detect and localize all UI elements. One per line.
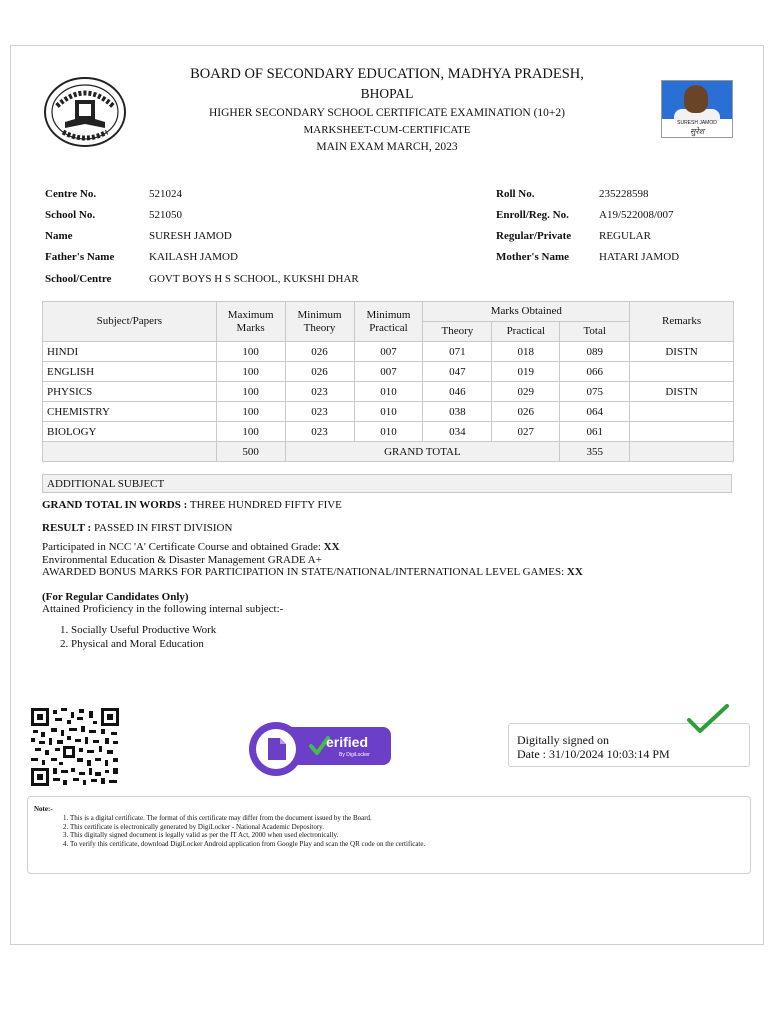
ncc-line [42, 541, 340, 553]
min-practical-cell: 010 [354, 402, 423, 422]
note-title: Note:- [34, 805, 53, 813]
subject-cell: BIOLOGY [43, 422, 217, 442]
father-value: KAILASH JAMOD [149, 251, 238, 263]
env-line: Environmental Education & Disaster Management GRADE A+ [42, 554, 322, 566]
max-cell: 100 [216, 342, 285, 362]
result-label: RESULT : [42, 522, 92, 534]
header-total: Total [560, 322, 630, 342]
centre-value: 521024 [149, 188, 182, 200]
words-value: THREE HUNDRED FIFTY FIVE [189, 499, 342, 511]
grand-total-row [43, 442, 734, 462]
total-cell: 075 [560, 382, 630, 402]
table-row [43, 342, 734, 362]
theory-cell: 038 [423, 402, 492, 422]
header-theory: Theory [423, 322, 492, 342]
regular-only-heading: (For Regular Candidates Only) [42, 591, 189, 603]
total-cell: 064 [560, 402, 630, 422]
total-cell: 066 [560, 362, 630, 382]
verified-digilocker-badge [249, 722, 393, 776]
practical-cell: 019 [492, 362, 560, 382]
practical-cell: 029 [492, 382, 560, 402]
result-line [42, 522, 232, 534]
header-practical: Practical [492, 322, 560, 342]
header-remarks: Remarks [630, 302, 734, 342]
list-item: 1. This is a digital certificate. The format of this certificate may differ from the document issued by the Board. [70, 814, 425, 823]
result-value: PASSED IN FIRST DIVISION [93, 522, 233, 534]
bonus-value: XX [566, 566, 583, 578]
school-label: School No. [45, 209, 96, 221]
ncc-grade: XX [323, 541, 340, 553]
marksheet-page [10, 45, 764, 945]
centre-label: Centre No. [45, 188, 97, 200]
list-item: 2. Physical and Moral Education [71, 638, 216, 652]
practical-cell: 026 [492, 402, 560, 422]
verified-subtext: By DigiLocker [339, 752, 370, 758]
header-obtained: Marks Obtained [423, 302, 630, 322]
max-cell: 100 [216, 422, 285, 442]
qr-code[interactable] [31, 708, 119, 786]
mother-label: Mother's Name [496, 251, 570, 263]
photo-name: SURESH JAMOD [677, 120, 717, 126]
list-item: 2. This certificate is electronically generated by DigiLocker - National Academic Depository. [70, 823, 425, 832]
grand-label-cell: GRAND TOTAL [285, 442, 560, 462]
min-practical-cell: 007 [354, 362, 423, 382]
header-min-practical: Minimum Practical [354, 302, 423, 342]
list-item: 1. Socially Useful Productive Work [71, 624, 216, 638]
subject-cell: PHYSICS [43, 382, 217, 402]
subject-cell: HINDI [43, 342, 217, 362]
board-city: BHOPAL [360, 86, 414, 101]
theory-cell: 071 [423, 342, 492, 362]
grand-remarks-cell [630, 442, 734, 462]
theory-cell: 034 [423, 422, 492, 442]
verified-text: erified [326, 734, 369, 750]
name-label: Name [45, 230, 73, 242]
total-cell: 061 [560, 422, 630, 442]
mother-value: HATARI JAMOD [599, 251, 680, 263]
subject-cell: CHEMISTRY [43, 402, 217, 422]
board-title: BOARD OF SECONDARY EDUCATION, MADHYA PRADESH, [190, 66, 584, 82]
enroll-value: A19/522008/007 [599, 209, 674, 221]
regular-label: Regular/Private [496, 230, 572, 242]
bonus-line [42, 566, 583, 578]
grand-total-cell: 355 [560, 442, 630, 462]
max-cell: 100 [216, 362, 285, 382]
schoolcentre-label: School/Centre [45, 273, 112, 285]
additional-subject-bar: ADDITIONAL SUBJECT [42, 474, 732, 493]
theory-cell: 046 [423, 382, 492, 402]
signature-check-icon [686, 703, 730, 735]
exam-title: HIGHER SECONDARY SCHOOL CERTIFICATE EXAMINATION (10+2) [208, 107, 565, 119]
max-cell: 100 [216, 402, 285, 422]
grand-total-words [42, 499, 342, 511]
table-row [43, 402, 734, 422]
remarks-cell [630, 362, 734, 382]
regular-value: REGULAR [599, 230, 651, 242]
father-label: Father's Name [45, 251, 115, 263]
words-label: GRAND TOTAL IN WORDS : [42, 499, 188, 511]
theory-cell: 047 [423, 362, 492, 382]
min-practical-cell: 007 [354, 342, 423, 362]
notes-box [27, 796, 751, 874]
marks-table [42, 301, 734, 462]
header-min-theory: Minimum Theory [285, 302, 354, 342]
enroll-label: Enroll/Reg. No. [496, 209, 569, 221]
min-theory-cell: 026 [285, 342, 354, 362]
school-value: 521050 [149, 209, 182, 221]
proficiency-list [42, 624, 216, 651]
grand-empty-cell [43, 442, 217, 462]
doc-type: MARKSHEET-CUM-CERTIFICATE [303, 124, 471, 136]
signature-line1: Digitally signed on [517, 733, 609, 747]
notes-list [54, 814, 425, 848]
remarks-cell [630, 422, 734, 442]
min-theory-cell: 026 [285, 362, 354, 382]
schoolcentre-value: GOVT BOYS H S SCHOOL, KUKSHI DHAR [149, 273, 359, 285]
grand-max-cell: 500 [216, 442, 285, 462]
list-item: 3. This digitally signed document is legally valid as per the IT Act, 2000 when used electronically. [70, 831, 425, 840]
table-row [43, 422, 734, 442]
subject-cell: ENGLISH [43, 362, 217, 382]
bonus-text: AWARDED BONUS MARKS FOR PARTICIPATION IN STATE/NATIONAL/INTERNATIONAL LEVEL GAMES: [42, 566, 565, 578]
header-subject: Subject/Papers [43, 302, 217, 342]
roll-label: Roll No. [496, 188, 535, 200]
table-row [43, 362, 734, 382]
remarks-cell: DISTN [630, 382, 734, 402]
practical-cell: 018 [492, 342, 560, 362]
remarks-cell [630, 402, 734, 422]
min-theory-cell: 023 [285, 422, 354, 442]
list-item: 4. To verify this certificate, download DigiLocker Android application from Google Play and scan the QR code on the certificate. [70, 840, 425, 849]
signature-date: Date : 31/10/2024 10:03:14 PM [517, 747, 670, 761]
practical-cell: 027 [492, 422, 560, 442]
max-cell: 100 [216, 382, 285, 402]
min-practical-cell: 010 [354, 382, 423, 402]
roll-value: 235228598 [599, 188, 649, 200]
header-max: Maximum Marks [216, 302, 285, 342]
proficiency-intro: Attained Proficiency in the following internal subject:- [42, 603, 284, 615]
min-theory-cell: 023 [285, 382, 354, 402]
ncc-text: Participated in NCC 'A' Certificate Course and obtained Grade: [42, 541, 321, 553]
photo-signature: सुरेश [689, 127, 705, 136]
total-cell: 089 [560, 342, 630, 362]
min-theory-cell: 023 [285, 402, 354, 422]
min-practical-cell: 010 [354, 422, 423, 442]
exam-session: MAIN EXAM MARCH, 2023 [316, 141, 458, 153]
name-value: SURESH JAMOD [149, 230, 232, 242]
remarks-cell: DISTN [630, 342, 734, 362]
table-row [43, 382, 734, 402]
